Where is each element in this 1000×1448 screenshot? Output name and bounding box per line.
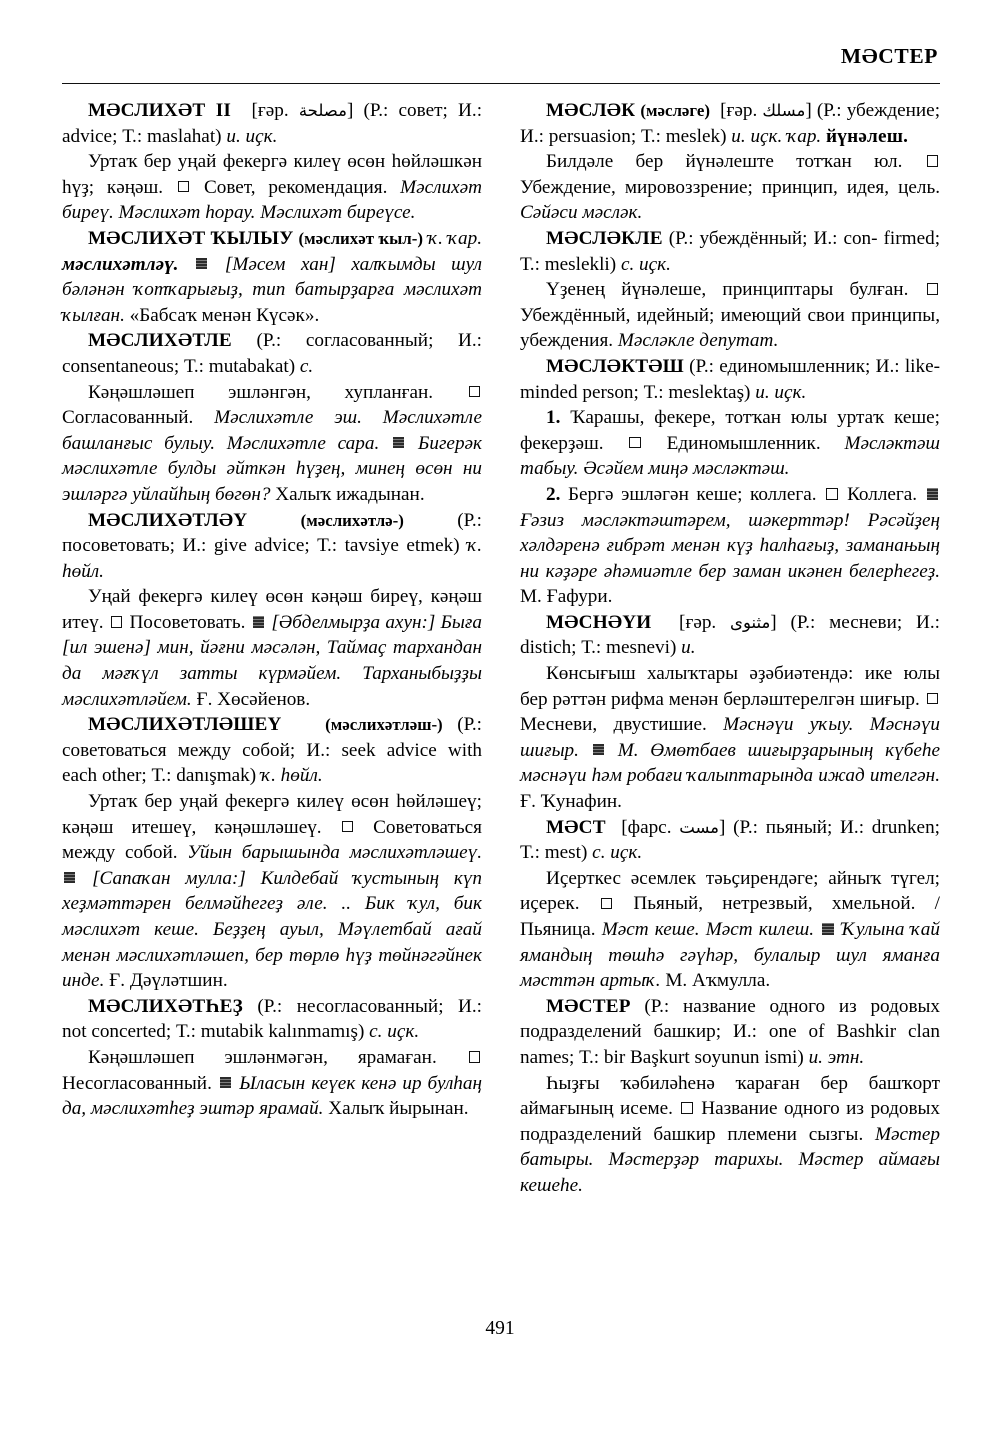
citation-source: М. Аҡмулла. (665, 970, 771, 992)
examples: Мәсләкле депутат. (617, 330, 779, 352)
gloss-ru: советоваться между собой (62, 739, 290, 761)
sense-masläk (520, 149, 940, 226)
entry-masnaui: МӘСНӘҮИ [ғәр. مثنوى] (Р.: месневи; И.: distich; Т.: mesnevi) и. (520, 611, 941, 659)
gloss-ru: посоветовать (62, 535, 170, 557)
gloss-tr: tavsiye etmek (344, 535, 454, 557)
gloss-en: distich (520, 637, 572, 659)
etymology-arabic: مسلك (762, 101, 806, 120)
etymology-bracket: [ (241, 100, 258, 121)
entry-masläk: МӘСЛӘК (мәсләге) [ғәр. مسلك] (Р.: убеждение; И.: persuasion; Т.: meslek) и. иҫк. ҡар. йүнәлеш. (520, 100, 941, 147)
headword: МӘСЛИХӘТ ҠЫЛЫУ (88, 227, 294, 249)
grammar-label: и. иҫк. (226, 125, 278, 147)
gloss-tr: meslekli (544, 253, 610, 275)
etymology-label: ғәр. (726, 100, 758, 121)
folio (0, 1318, 1000, 1340)
headword: МӘСЛИХӘТ II (88, 100, 232, 121)
examples: Мәснәүи уҡыу. Мәснәүи шиғыр. (520, 714, 941, 761)
gloss-ru: единомышленник (719, 355, 866, 377)
headword: МӘСЛӘКЛЕ (546, 227, 663, 249)
filled-square-icon (64, 872, 76, 884)
citation-source: Ғ. Ҡунафин. (520, 791, 622, 813)
definition: Уртаҡ бер уңай фекергә килеү өсөн һөйләшеү; кәңәш итешеү, кәңәшләшеү. (62, 791, 482, 838)
definition: Билдәле бер йүнәлеште тотҡан юл. (546, 151, 903, 173)
running-head (62, 44, 940, 78)
headword-variant: (мәсләге) (640, 101, 710, 120)
translation: Коллега. (847, 483, 918, 505)
gloss-en: one of Bashkir clan names (520, 1021, 940, 1068)
sense-maslihatlasheu (62, 789, 482, 994)
citation: Ғәзиз мәсләктәштәрем, шәкерттәр! Рәсәйҙең хәлдәренә ғибрәт менән күҙ һалһағыҙ, заманањың ни кәҙәре әһәмиәтле бер заман икәнен белерһегеҙ. (520, 509, 940, 582)
open-square-icon (111, 616, 123, 628)
definition: Үҙенең йүнәлеше, принциптары булған. (546, 279, 909, 301)
translation: Согласованный. (62, 407, 194, 429)
entry-maslihathez: МӘСЛИХӘТҺЕҘ (Р.: несогласованный; И.: not concerted; Т.: mutabik kalınmamış) с. иҫк. (62, 995, 482, 1043)
citation: [Мәсем хан] халҡымды шул бәләнән ҡотҡарығыҙ, тип батырҙарға мәслихәт ҡылған. (62, 253, 483, 326)
running-head-text: МӘСТЕР (840, 44, 938, 68)
grammar-label: ҡ. һөйл. (62, 535, 483, 582)
gloss-ru: несогласованный (296, 995, 439, 1017)
filled-square-icon (927, 488, 939, 500)
open-square-icon (826, 488, 838, 500)
gloss-ru: совет (398, 100, 443, 121)
sense-maslihathez (62, 1045, 482, 1122)
gloss-en: like-minded person (520, 355, 941, 403)
gloss-tr: mesnevi (606, 637, 670, 659)
citation-source: М. Ғафури. (520, 586, 613, 608)
gloss-ru: название одного из родовых подразделений башкир (520, 995, 940, 1043)
examples: Мәслихәтле эш. Мәслихәтле башланғыс булыу. Мәслихәтле сара. (62, 407, 482, 454)
examples: Мәстер батыры. Мәстерҙәр тарихы. Мәстер аймағы кешеһе. (520, 1123, 941, 1196)
gloss-en: give advice (213, 535, 305, 557)
translation: Название одного из родовых подразделений башкир племени сызгы. (520, 1098, 940, 1145)
open-square-icon (927, 283, 939, 295)
gloss-tr: mest (544, 842, 581, 864)
grammar-label: и. иҫк. ҡар. (731, 125, 822, 147)
sense-number: 1. (546, 407, 561, 429)
gloss-en: persuasion (548, 125, 631, 147)
gloss-tr: meslektaş (668, 381, 745, 403)
gloss-tr: danışmak (176, 765, 250, 787)
gloss-en: seek advice with each other (62, 739, 483, 787)
translation: Посоветовать. (129, 611, 246, 633)
filled-square-icon (393, 437, 405, 449)
examples: Уйын барышында мәслихәтләшеү. (187, 842, 483, 864)
sense-maslihatle (62, 380, 482, 508)
citation-source: Халыҡ йырынан. (328, 1098, 469, 1120)
gloss-ru: согласованный (305, 330, 429, 352)
citation: [Сапаҡан мулла:] Килдебай ҡустының күп хеҙмәттәрен белмәйһегеҙ әле. .. Бик ҡул, бик мәслихәт кеше. Беҙҙең ауыл, Мәүлетбай ағай менән мәслихәтләшеп, бер төрлө һүҙ төйнәгәйнек инде. (62, 867, 482, 992)
sense-number: 2. (546, 483, 561, 505)
entry-maslihatlau: МӘСЛИХӘТЛӘҮ (мәслихәтлә-) (Р.: посоветовать; И.: give advice; Т.: tavsiye etmek) ҡ. һөйл. (62, 509, 483, 582)
grammar-label: с. иҫк. (620, 253, 671, 275)
filled-square-icon (196, 258, 208, 270)
gloss-en: advice (62, 125, 113, 147)
etymology-arabic: مثنوى (730, 612, 771, 632)
right-column (520, 98, 940, 1199)
gloss-ru-label: Р.: (369, 100, 389, 121)
open-square-icon (629, 437, 641, 449)
translation: Совет, рекомендация. (203, 176, 388, 198)
citation: М. Өмөтбаев шиғырҙарының күбеһе мәснәүи һәм робағи ҡалыптарында ижад ителгән. (520, 739, 940, 787)
translation: Месневи, двустишие. (520, 714, 707, 736)
headword: МӘСЛИХӘТЛӘҮ (88, 509, 248, 531)
gloss-ru: пьяный (765, 816, 827, 838)
gloss-tr: mutabakat (208, 355, 289, 377)
headword: МӘСЛИХӘТЛЕ (88, 330, 232, 352)
headword-variant: (мәслихәт ҡыл-) (298, 228, 423, 248)
open-square-icon (681, 1102, 693, 1114)
headword: МӘСЛИХӘТҺЕҘ (88, 995, 243, 1017)
open-square-icon (469, 1051, 481, 1063)
grammar-label: с. иҫк. (592, 842, 643, 864)
headword: МӘСЛӘКТӘШ (546, 355, 684, 377)
grammar-label: и. иҫк. (755, 381, 807, 403)
citation: Ҡулына ҡай ямандың төшһә гәүһәр, булалыр шул яманға мәсттән артыҡ. (520, 919, 940, 992)
headword: МӘСНӘҮИ (546, 611, 652, 633)
translation: Советоваться между собой. (62, 816, 483, 864)
translation: Пьяный, нетрезвый, хмельной. / Пьяница. (520, 893, 941, 940)
translation: Убеждённый, идейный; имеющий свои принципы, убеждения. (520, 304, 940, 352)
open-square-icon (469, 386, 481, 398)
citation-source: «Бабсаҡ менән Күсәк». (129, 304, 320, 326)
page-number: 491 (485, 1318, 515, 1339)
definition: Иҫерткес әсемлек тәьҫирендәге; айныҡ түгел; иҫерек. (520, 867, 940, 915)
sense-maslihat-2 (62, 149, 482, 226)
headword: МӘСЛИХӘТЛӘШЕҮ (88, 714, 282, 736)
filled-square-icon (822, 923, 834, 935)
definition: Бергә эшләгән кеше; коллега. (567, 483, 817, 505)
examples: Мәст кеше. Мәст килеш. (601, 919, 814, 940)
left-column (62, 98, 482, 1122)
examples: Сәйәси мәсләк. (520, 202, 643, 224)
headword: МӘСТ (546, 816, 606, 838)
definition: Көнсығыш халыҡтары әҙәбиәтендә: ике юлы бер рәттән рифма менән берләштерелгән шиғыр. (520, 663, 940, 710)
citation: [Әбделмырҙа ахун:] Быға [ил эшенә] мин, йәғни мәсәлән, Таймаҫ тархандан да мәғҡүл затты күрмәйем. Тарханыбыҙҙы мәслихәтләйем. (62, 611, 483, 710)
open-square-icon (601, 898, 613, 910)
headword-variant: (мәслихәтләш-) (325, 715, 443, 735)
open-square-icon (178, 181, 190, 193)
open-square-icon (927, 155, 939, 167)
gloss-en: not concerted (62, 1021, 166, 1043)
definition: Кәңәшләшеп эшләнмәгән, ярамаған. (88, 1046, 437, 1068)
examples: Мәсләктәш табыу. Әсәйем миңә мәсләктәш. (520, 432, 940, 480)
gloss-tr-label: Т.: (122, 125, 143, 147)
cross-reference: мәслихәтләү. (62, 253, 179, 275)
entry-mast: МӘСТ [фарс. مست] (Р.: пьяный; И.: drunken; Т.: mest) с. иҫк. (520, 816, 941, 864)
open-square-icon (927, 693, 939, 705)
entry-maslihat-2: МӘСЛИХӘТ II [ғәр. مصلحة] (Р.: совет; И.: advice; Т.: maslahat) и. иҫк. (62, 100, 483, 147)
sense-masnaui (520, 661, 940, 815)
sense-mast (520, 866, 940, 994)
definition: Уңай фекергә килеү өсөн кәңәш биреү, кәңәш итеү. (62, 586, 482, 633)
gloss-ru: месневи (829, 611, 897, 633)
citation-source: Халыҡ ижадынан. (275, 483, 425, 505)
sense-master (520, 1071, 940, 1199)
filled-square-icon (253, 616, 265, 628)
gloss-ru: убеждённый (699, 227, 803, 249)
grammar-label: с. (299, 355, 314, 377)
entry-maslihatle: МӘСЛИХӘТЛЕ (Р.: согласованный; И.: consentaneous; Т.: mutabakat) с. (62, 330, 482, 377)
etymology-label: ғәр. (685, 611, 717, 633)
translation: Несогласованный. (62, 1072, 212, 1094)
grammar-label: ҡ. һөйл. (260, 765, 323, 787)
definition: Кәңәшләшеп эшләнгән, хупланған. (88, 381, 434, 403)
grammar-label: с. иҫк. (369, 1021, 420, 1043)
citation: Ыласын кеүек кенә ир булһаң да, мәслихәтһеҙ эштәр ярамай. (62, 1072, 483, 1120)
entry-maslihatlasheu: МӘСЛИХӘТЛӘШЕҮ (мәслихәтләш-) (Р.: советоваться между собой; И.: seek advice with each other; Т.: danışmak) ҡ. һөйл. (62, 714, 483, 787)
translation: Убеждение, мировоззрение; принцип, идея, цель. (520, 176, 940, 198)
sense-maslaktash-1 (520, 405, 940, 482)
filled-square-icon (593, 744, 605, 756)
definition: Уртаҡ бер уңай фекергә килеү өсөн һөйләшкән һүҙ; кәңәш. (62, 151, 482, 198)
etymology-arabic: مست (679, 817, 720, 837)
definition: Һыҙғы ҡәбиләһенә ҡараған бер башҡорт аймағының исеме. (520, 1072, 940, 1120)
headword: МӘСТЕР (546, 995, 631, 1017)
etymology-label: ғәр. (257, 100, 289, 121)
open-square-icon (342, 821, 354, 833)
grammar-label: и. этн. (808, 1046, 865, 1068)
citation-source: Ғ. Хөсәйенов. (196, 688, 311, 710)
cross-reference: йүнәлеш. (826, 125, 909, 147)
gloss-en: drunken (871, 816, 935, 838)
definition: Ҡарашы, фекере, тотҡан юлы уртаҡ кеше; фекерҙәш. (520, 407, 940, 454)
gloss-tr: maslahat (146, 125, 216, 147)
citation: Бигерәк мәслихәтле булды әйткән һүҙең, минең өсөн ни эшләргә уйлайһың бөгөн? (62, 432, 483, 505)
sense-maslaktash-2 (520, 482, 940, 610)
sense-maslakle (520, 277, 940, 354)
headword-variant: (мәслихәтлә-) (300, 510, 404, 530)
grammar-label: и. (681, 637, 696, 659)
entry-maslakle: МӘСЛӘКЛЕ (Р.: убеждённый; И.: con- firmed; Т.: meslekli) с. иҫк. (520, 227, 941, 275)
gloss-tr: bir Başkurt soyunun ismi (603, 1046, 798, 1068)
gloss-tr: mutabik kalınmamış (200, 1021, 358, 1043)
sense-maslihatlau (62, 584, 482, 712)
gloss-tr: meslek (665, 125, 721, 147)
gloss-en: consentaneous (62, 355, 174, 377)
entry-maslaktash: МӘСЛӘКТӘШ (Р.: единомышленник; И.: like-minded person; Т.: meslektaş) и. иҫк. (520, 355, 941, 403)
entry-maslihat-kyliu (62, 226, 482, 328)
examples: Мәслихәт биреү. Мәслихәт һорау. Мәслихәт биреүсе. (62, 176, 483, 224)
entry-master: МӘСТЕР (Р.: название одного из родовых подразделений башкир; И.: one of Bashkir clan names; Т.: bir Başkurt soyunun ismi) и. этн. (520, 995, 940, 1068)
gloss-ru: убеждение (846, 100, 935, 121)
etymology-label: фарс. (627, 816, 672, 838)
etymology-arabic: مصلحة (298, 101, 347, 120)
gloss-en-label: И.: (458, 100, 483, 121)
translation: Единомышленник. (666, 432, 821, 454)
header-rule (62, 83, 940, 84)
headword: МӘСЛӘК (546, 100, 636, 121)
text-columns (62, 98, 940, 1199)
citation-source: Ғ. Дәүләтшин. (109, 970, 228, 992)
grammar-label: ҡ. ҡар. (427, 227, 482, 249)
filled-square-icon (220, 1077, 232, 1089)
